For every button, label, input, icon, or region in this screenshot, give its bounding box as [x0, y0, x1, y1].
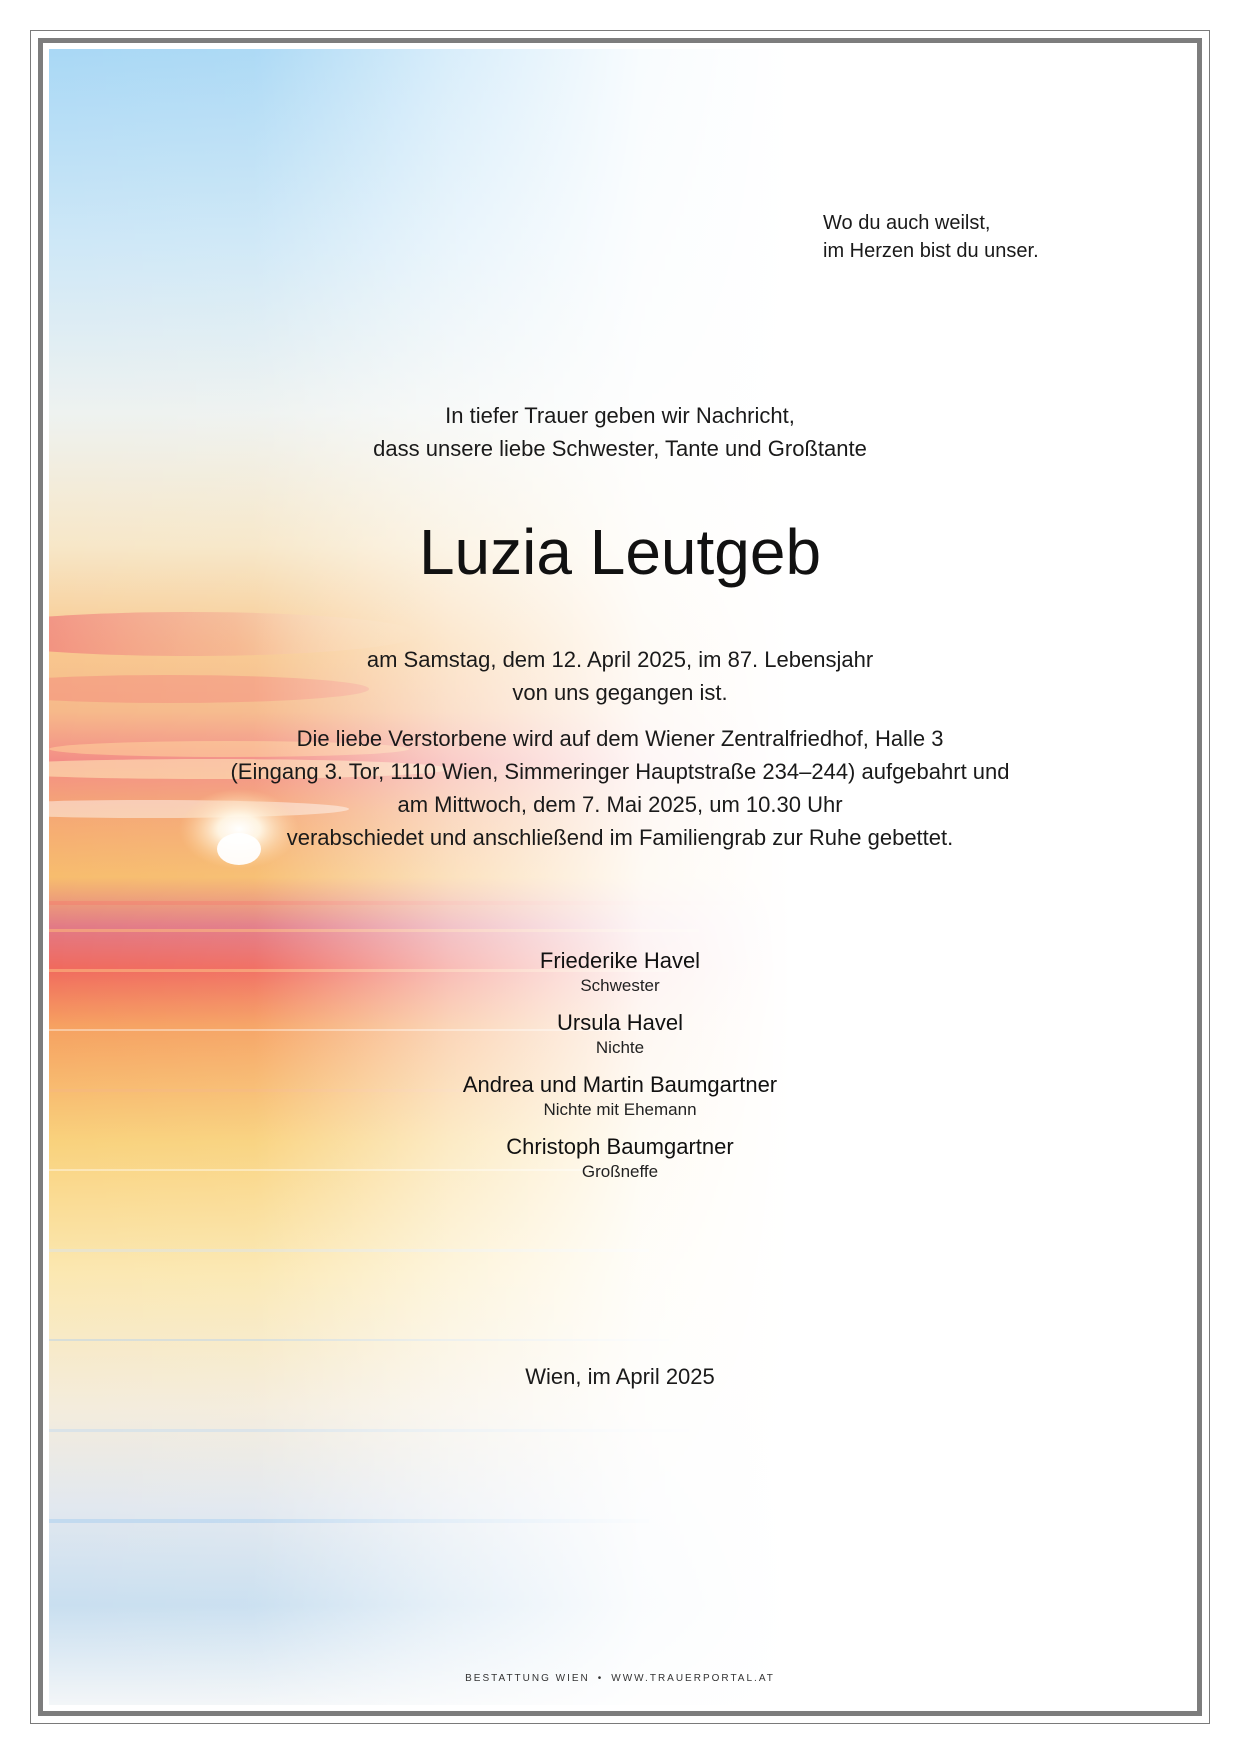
footer-website-link[interactable]: WWW.TRAUERPORTAL.AT [611, 1673, 775, 1684]
intro-text [49, 399, 1191, 465]
motto-line: im Herzen bist du unser. [823, 240, 1039, 262]
mourner-name: Andrea und Martin Baumgartner [462, 1072, 778, 1097]
details-line: Die liebe Verstorbene wird auf dem Wiener Zentralfriedhof, Halle 3 [296, 726, 944, 751]
mourner-entry [49, 1071, 1191, 1121]
obituary-sheet [49, 49, 1191, 1705]
mourner-entry [49, 1009, 1191, 1059]
mourners-list [49, 947, 1191, 1195]
mourner-relation: Großneffe [581, 1162, 659, 1181]
mourner-name: Friederike Havel [539, 948, 701, 973]
mourner-relation: Nichte [595, 1038, 645, 1057]
details-line: verabschiedet und anschließend im Familiengrab zur Ruhe gebettet. [286, 825, 954, 850]
intro-line: In tiefer Trauer geben wir Nachricht, [445, 403, 795, 428]
funeral-details [49, 722, 1191, 854]
mourner-relation: Schwester [580, 976, 660, 995]
footer-separator: • [597, 1673, 604, 1684]
mourner-name: Ursula Havel [557, 1010, 683, 1035]
motto-line: Wo du auch weilst, [823, 212, 991, 234]
motto-quote [823, 209, 1039, 265]
mourner-entry [49, 1133, 1191, 1183]
mourner-relation: Nichte mit Ehemann [543, 1100, 697, 1119]
mourner-name: Christoph Baumgartner [506, 1134, 734, 1159]
place-and-date: Wien, im April 2025 [525, 1364, 715, 1389]
death-line: am Samstag, dem 12. April 2025, im 87. Lebensjahr [366, 647, 874, 672]
death-notice [49, 643, 1191, 709]
footer-company: BESTATTUNG WIEN [465, 1673, 590, 1684]
obituary-content [49, 49, 1191, 1705]
deceased-name: Luzia Leutgeb [418, 516, 822, 588]
intro-line: dass unsere liebe Schwester, Tante und Großtante [373, 436, 867, 461]
death-line: von uns gegangen ist. [512, 680, 728, 705]
details-line: (Eingang 3. Tor, 1110 Wien, Simmeringer Hauptstraße 234–244) aufgebahrt und [230, 759, 1010, 784]
footer-credits [49, 1672, 1191, 1686]
details-line: am Mittwoch, dem 7. Mai 2025, um 10.30 Uhr [397, 792, 843, 817]
mourner-entry [49, 947, 1191, 997]
